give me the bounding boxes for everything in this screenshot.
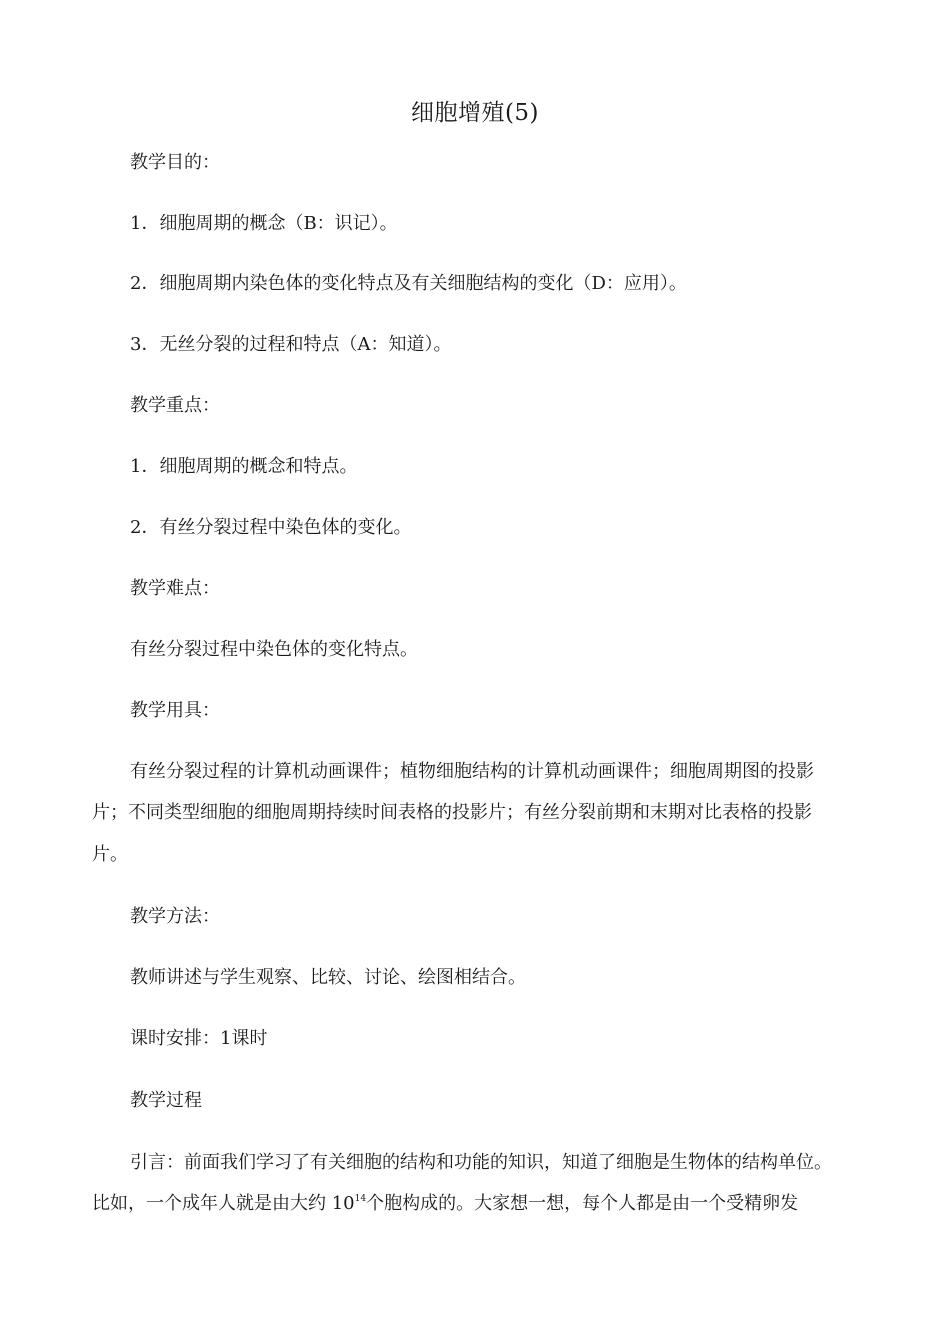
tools-line-1: 有丝分裂过程的计算机动画课件；植物细胞结构的计算机动画课件；细胞周期图的投影 <box>130 761 814 782</box>
key-point-item-1: 1．细胞周期的概念和特点。 <box>130 456 358 477</box>
difficulties-heading: 教学难点： <box>130 578 220 599</box>
objectives-heading: 教学目的： <box>130 152 220 173</box>
objective-item-1: 1．细胞周期的概念（B：识记）。 <box>130 213 398 234</box>
intro-line-2-text-a: 比如，一个成年人就是由大约 10 <box>92 1193 355 1214</box>
schedule-text: 课时安排：1课时 <box>130 1028 268 1049</box>
methods-text: 教师讲述与学生观察、比较、讨论、绘图相结合。 <box>130 967 526 988</box>
process-heading: 教学过程 <box>130 1090 202 1111</box>
objective-item-3: 3．无丝分裂的过程和特点（A：知道）。 <box>130 334 452 355</box>
objective-item-2: 2．细胞周期内染色体的变化特点及有关细胞结构的变化（D：应用）。 <box>130 273 687 294</box>
tools-line-3: 片。 <box>92 844 128 865</box>
document-title: 细胞增殖(5) <box>410 100 540 126</box>
methods-heading: 教学方法： <box>130 906 220 927</box>
tools-line-2: 片；不同类型细胞的细胞周期持续时间表格的投影片；有丝分裂前期和末期对比表格的投影 <box>92 802 812 823</box>
key-points-heading: 教学重点： <box>130 395 220 416</box>
tools-heading: 教学用具： <box>130 700 220 721</box>
difficulties-text: 有丝分裂过程中染色体的变化特点。 <box>130 639 418 660</box>
intro-line-2-text-b: 个胞构成的。大家想一想，每个人都是由一个受精卵发 <box>366 1193 799 1214</box>
exponent: 14 <box>354 1194 367 1204</box>
intro-line-1: 引言：前面我们学习了有关细胞的结构和功能的知识，知道了细胞是生物体的结构单位。 <box>130 1152 832 1173</box>
intro-line-2 <box>92 1191 798 1217</box>
key-point-item-2: 2．有丝分裂过程中染色体的变化。 <box>130 517 412 538</box>
